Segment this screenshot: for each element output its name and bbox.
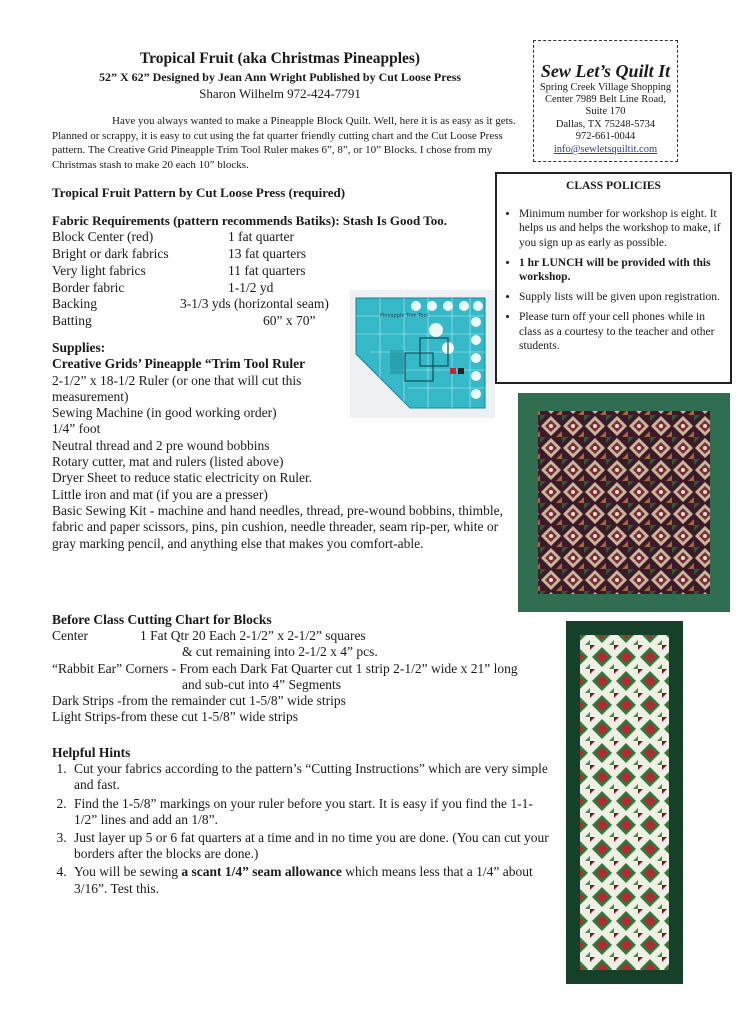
center-line-2: & cut remaining into 2-1/2 x 4” pcs. (182, 644, 378, 660)
policy-item: • Supply lists will be given upon registration. (519, 290, 724, 304)
policy-item: • Please turn off your cell phones while in class as a courtesy to the teacher and other students. (519, 310, 724, 353)
shop-email-link[interactable]: info@sewletsquiltit.com (553, 144, 658, 156)
supply-item: Neutral thread and 2 pre wound bobbins (52, 437, 270, 453)
quilt-photo-runner (566, 621, 683, 984)
fabric-value: 3-1/3 yds (horizontal seam) (180, 296, 329, 311)
cutting-center-row (52, 628, 572, 644)
fabric-row (52, 296, 352, 313)
hint-item: 3. Just layer up 5 or 6 fat quarters at a time and in no time you are done. (You can cut your borders after the blocks are done.) (70, 830, 552, 862)
quilt-photo-square (518, 393, 730, 612)
hint-bold: a scant 1/4” seam allowance (181, 864, 342, 880)
fabric-label: Backing (52, 296, 97, 311)
fabric-row (52, 263, 352, 280)
page-title: Tropical Fruit (aka Christmas Pineapples) (139, 50, 421, 67)
fabric-value: 11 fat quarters (228, 263, 306, 278)
helpful-hints-section (52, 745, 552, 899)
fabric-row (52, 246, 352, 263)
policy-item-bold: 1 hr LUNCH will be provided with this workshop. (519, 256, 711, 284)
shop-phone: 972-661-0044 (575, 130, 636, 142)
supplies-section (52, 340, 517, 552)
intro-paragraph: Have you always wanted to make a Pineapple Block Quilt. Well, here it is as easy as it gets. Planned or scrappy, it is easy to cut using the fat quarter friendly cutting chart and the Cut Loose Press pattern. The Creative Grid Pineapple Trim Tool Ruler makes 6”, 8”, or 10” Blocks. I chose from my Christmas stash to make 20 each 10” blocks. (52, 115, 516, 171)
cutting-chart-section (52, 612, 572, 725)
hint-text: You will be sewing (74, 864, 182, 880)
fabric-heading: Fabric Requirements (pattern recommends Batiks): Stash Is Good Too. (52, 213, 447, 228)
fabric-value: 13 fat quarters (228, 246, 306, 261)
hint-item: 1. Cut your fabrics according to the pattern’s “Cutting Instructions” which are very simple and fast. (70, 761, 552, 793)
shop-address-line: Spring Creek Village Shopping (539, 82, 672, 93)
hints-heading: Helpful Hints (52, 745, 131, 760)
supply-item: Little iron and mat (if you are a presser) (52, 486, 268, 502)
policy-item (519, 256, 724, 284)
policy-item: • Minimum number for workshop is eight. It helps us and helps the workshop to make, if you sign up as early as possible. (519, 207, 724, 250)
shop-address-line: Center 7989 Belt Line Road, (544, 94, 667, 106)
supply-item: Basic Sewing Kit - machine and hand needles, thread, pre-wound bobbins, thimble, fabric and paper scissors, pins, pin cushion, needle threader, seam rip-per, white or gray marking pencil, and anything else that makes you comfort-able. (52, 502, 504, 551)
supply-item: Sewing Machine (in good working order) (52, 405, 277, 421)
fabric-row (52, 280, 352, 297)
rabbit-ear-line: “Rabbit Ear” Corners - From each Dark Fat Quarter cut 1 strip 2-1/2” wide x 21” long (52, 660, 518, 676)
shop-info-box (533, 40, 678, 162)
shop-name: Sew Let’s Quilt It (540, 61, 671, 81)
supply-item: 1/4” foot (52, 421, 101, 437)
hint-text: which means less that a 1/4” about 3/16”. Test this. (74, 864, 533, 896)
policies-title: CLASS POLICIES (566, 180, 661, 192)
fabric-label: Very light fabrics (52, 263, 146, 278)
fabric-value: 1 fat quarter (228, 229, 294, 244)
fabric-label: Block Center (red) (52, 229, 154, 244)
shop-address-line: Dallas, TX 75248-5734 (555, 118, 656, 130)
fabric-value: 60” x 70” (263, 313, 316, 328)
fabric-label: Bright or dark fabrics (52, 246, 169, 261)
dark-strips-line: Dark Strips -from the remainder cut 1-5/8” wide strips (52, 693, 346, 709)
fabric-label: Border fabric (52, 280, 125, 295)
rabbit-ear-line-2: and sub-cut into 4” Segments (182, 676, 341, 692)
fabric-row (52, 229, 352, 246)
ruler-heading: Creative Grids’ Pineapple “Trim Tool Ruler (52, 356, 306, 372)
designer-credit: 52” X 62” Designed by Jean Ann Wright Published by Cut Loose Press (98, 70, 462, 84)
shop-address-line: Suite 170 (585, 106, 626, 118)
cutting-heading: Before Class Cutting Chart for Blocks (52, 612, 272, 627)
supplies-heading: Supplies: (52, 340, 106, 355)
supply-item: Rotary cutter, mat and rulers (listed above) (52, 454, 284, 470)
pattern-heading: Tropical Fruit Pattern by Cut Loose Press (required) (52, 185, 346, 200)
light-strips-line: Light Strips-from these cut 1-5/8” wide strips (52, 709, 298, 725)
center-label: Center (52, 628, 88, 644)
hint-item: 2. Find the 1-5/8” markings on your ruler before you start. It is easy if you find the 1-1-1/2” lines and add an 1/8”. (70, 796, 552, 828)
hint-item (70, 864, 552, 896)
ruler-label: Pineapple Trim Tool (380, 313, 428, 319)
supply-item: 2-1/2” x 18-1/2 Ruler (or one that will cut this measurement) (52, 372, 302, 404)
teacher-contact: Sharon Wilhelm 972-424-7791 (199, 86, 361, 101)
supply-item: Dryer Sheet to reduce static electricity on Ruler. (52, 470, 313, 486)
class-policies-box (495, 172, 732, 384)
fabric-label: Batting (52, 313, 92, 328)
fabric-row (52, 313, 352, 330)
center-line: 1 Fat Qtr 20 Each 2-1/2” x 2-1/2” squares (140, 628, 366, 644)
fabric-value: 1-1/2 yd (228, 280, 274, 295)
